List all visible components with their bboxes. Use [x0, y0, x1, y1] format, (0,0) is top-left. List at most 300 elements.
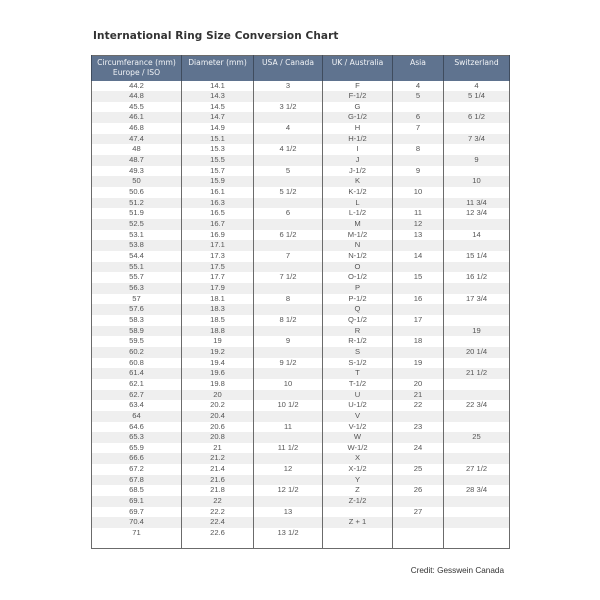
cell-usa-canada: 5	[254, 166, 323, 177]
cell-diameter: 15.9	[182, 176, 254, 187]
cell-asia	[393, 240, 444, 251]
cell-diameter: 19.2	[182, 347, 254, 358]
cell-uk-australia: W-1/2	[323, 443, 393, 454]
cell-asia	[393, 496, 444, 507]
table-row	[92, 283, 510, 294]
cell-usa-canada: 11 1/2	[254, 443, 323, 454]
cell-diameter: 22.4	[182, 517, 254, 528]
table-row	[92, 155, 510, 166]
cell-uk-australia: N	[323, 240, 393, 251]
header-line: Diameter (mm)	[188, 58, 247, 67]
cell-switzerland	[444, 102, 510, 113]
table-row	[92, 176, 510, 187]
cell-uk-australia: Q	[323, 304, 393, 315]
cell-diameter: 20.4	[182, 411, 254, 422]
table-row	[92, 496, 510, 507]
cell-uk-australia: X-1/2	[323, 464, 393, 475]
cell-uk-australia: S	[323, 347, 393, 358]
cell-asia: 23	[393, 422, 444, 433]
cell-switzerland	[444, 517, 510, 528]
table-row	[92, 390, 510, 401]
cell-uk-australia: J-1/2	[323, 166, 393, 177]
cell-usa-canada: 7 1/2	[254, 272, 323, 283]
cell-uk-australia: O-1/2	[323, 272, 393, 283]
cell-asia	[393, 176, 444, 187]
cell-usa-canada	[254, 176, 323, 187]
cell-uk-australia: L-1/2	[323, 208, 393, 219]
table-row	[92, 112, 510, 123]
cell-asia: 11	[393, 208, 444, 219]
cell-diameter: 17.1	[182, 240, 254, 251]
cell-circumference: 57.6	[92, 304, 182, 315]
cell-diameter: 20.8	[182, 432, 254, 443]
cell-switzerland	[444, 358, 510, 369]
cell-circumference: 60.8	[92, 358, 182, 369]
cell-circumference: 62.7	[92, 390, 182, 401]
cell-usa-canada	[254, 112, 323, 123]
cell-usa-canada	[254, 496, 323, 507]
cell-usa-canada: 4 1/2	[254, 144, 323, 155]
cell-switzerland: 6 1/2	[444, 112, 510, 123]
cell-circumference: 45.5	[92, 102, 182, 113]
table-row	[92, 123, 510, 134]
cell-circumference: 66.6	[92, 453, 182, 464]
table-row	[92, 251, 510, 262]
cell-switzerland	[444, 411, 510, 422]
cell-asia: 25	[393, 464, 444, 475]
cell-switzerland	[444, 304, 510, 315]
cell-asia: 4	[393, 81, 444, 92]
cell-usa-canada	[254, 304, 323, 315]
cell-diameter: 19.8	[182, 379, 254, 390]
cell-asia: 27	[393, 507, 444, 518]
cell-uk-australia: K-1/2	[323, 187, 393, 198]
cell-switzerland: 20 1/4	[444, 347, 510, 358]
table-row	[92, 400, 510, 411]
cell-uk-australia: J	[323, 155, 393, 166]
cell-circumference: 56.3	[92, 283, 182, 294]
table-row	[92, 315, 510, 326]
table-row	[92, 166, 510, 177]
cell-switzerland: 25	[444, 432, 510, 443]
table-row	[92, 336, 510, 347]
cell-circumference: 52.5	[92, 219, 182, 230]
cell-circumference: 54.4	[92, 251, 182, 262]
cell-diameter: 17.7	[182, 272, 254, 283]
cell-switzerland: 11 3/4	[444, 198, 510, 209]
cell-usa-canada: 12	[254, 464, 323, 475]
cell-usa-canada: 12 1/2	[254, 485, 323, 496]
header-diameter	[182, 56, 254, 81]
cell-circumference: 50	[92, 176, 182, 187]
cell-diameter: 19.4	[182, 358, 254, 369]
cell-uk-australia: Q-1/2	[323, 315, 393, 326]
cell-diameter: 20.6	[182, 422, 254, 433]
cell-asia: 15	[393, 272, 444, 283]
cell-switzerland	[444, 475, 510, 486]
cell-circumference: 51.9	[92, 208, 182, 219]
cell-diameter: 15.7	[182, 166, 254, 177]
cell-diameter: 14.7	[182, 112, 254, 123]
cell-uk-australia: L	[323, 198, 393, 209]
cell-diameter: 15.3	[182, 144, 254, 155]
cell-diameter: 16.5	[182, 208, 254, 219]
cell-uk-australia: M	[323, 219, 393, 230]
cell-usa-canada: 8 1/2	[254, 315, 323, 326]
cell-uk-australia: R	[323, 326, 393, 337]
table-header	[92, 56, 510, 81]
cell-usa-canada	[254, 198, 323, 209]
cell-diameter: 18.8	[182, 326, 254, 337]
cell-diameter: 14.3	[182, 91, 254, 102]
table-row	[92, 91, 510, 102]
cell-circumference: 44.2	[92, 81, 182, 92]
cell-diameter: 16.1	[182, 187, 254, 198]
cell-uk-australia: P	[323, 283, 393, 294]
cell-usa-canada	[254, 411, 323, 422]
cell-diameter: 17.5	[182, 262, 254, 273]
cell-switzerland: 9	[444, 155, 510, 166]
cell-uk-australia: U-1/2	[323, 400, 393, 411]
cell-usa-canada: 3 1/2	[254, 102, 323, 113]
cell-switzerland	[444, 219, 510, 230]
cell-asia	[393, 198, 444, 209]
table-row	[92, 347, 510, 358]
cell-switzerland: 15 1/4	[444, 251, 510, 262]
cell-usa-canada: 9	[254, 336, 323, 347]
cell-switzerland	[444, 187, 510, 198]
cell-switzerland: 17 3/4	[444, 294, 510, 305]
table-row	[92, 272, 510, 283]
cell-usa-canada	[254, 517, 323, 528]
cell-switzerland	[444, 336, 510, 347]
table-row	[92, 81, 510, 92]
cell-asia: 12	[393, 219, 444, 230]
table-row	[92, 432, 510, 443]
cell-asia: 8	[393, 144, 444, 155]
cell-usa-canada	[254, 134, 323, 145]
cell-asia	[393, 368, 444, 379]
cell-circumference: 44.8	[92, 91, 182, 102]
cell-uk-australia: N-1/2	[323, 251, 393, 262]
table-row	[92, 208, 510, 219]
cell-usa-canada: 7	[254, 251, 323, 262]
table-row	[92, 475, 510, 486]
cell-switzerland	[444, 507, 510, 518]
cell-uk-australia: F	[323, 81, 393, 92]
cell-switzerland: 7 3/4	[444, 134, 510, 145]
cell-circumference: 48.7	[92, 155, 182, 166]
cell-switzerland	[444, 144, 510, 155]
cell-asia	[393, 517, 444, 528]
cell-asia: 22	[393, 400, 444, 411]
header-uk-australia	[323, 56, 393, 81]
cell-circumference: 69.7	[92, 507, 182, 518]
credit-text: Credit: Gesswein Canada	[410, 566, 504, 575]
cell-switzerland	[444, 443, 510, 454]
cell-circumference: 53.8	[92, 240, 182, 251]
table-row	[92, 358, 510, 369]
cell-switzerland: 12 3/4	[444, 208, 510, 219]
table-row	[92, 134, 510, 145]
table-row	[92, 187, 510, 198]
cell-diameter: 21.2	[182, 453, 254, 464]
cell-usa-canada	[254, 240, 323, 251]
cell-diameter: 15.5	[182, 155, 254, 166]
cell-circumference: 53.1	[92, 230, 182, 241]
cell-uk-australia: Z + 1	[323, 517, 393, 528]
cell-diameter: 20	[182, 390, 254, 401]
cell-circumference: 67.2	[92, 464, 182, 475]
table-row	[92, 528, 510, 549]
table-row	[92, 304, 510, 315]
cell-circumference: 58.9	[92, 326, 182, 337]
cell-uk-australia: U	[323, 390, 393, 401]
cell-uk-australia: R-1/2	[323, 336, 393, 347]
cell-diameter: 18.1	[182, 294, 254, 305]
cell-uk-australia: V-1/2	[323, 422, 393, 433]
cell-usa-canada: 5 1/2	[254, 187, 323, 198]
cell-circumference: 58.3	[92, 315, 182, 326]
table-row	[92, 240, 510, 251]
cell-asia: 26	[393, 485, 444, 496]
cell-asia: 13	[393, 230, 444, 241]
cell-uk-australia: W	[323, 432, 393, 443]
table-row	[92, 379, 510, 390]
header-line: Circumferance (mm)	[97, 58, 176, 67]
cell-usa-canada: 4	[254, 123, 323, 134]
table-row	[92, 102, 510, 113]
cell-usa-canada	[254, 91, 323, 102]
cell-asia: 6	[393, 112, 444, 123]
cell-circumference: 46.8	[92, 123, 182, 134]
cell-switzerland	[444, 283, 510, 294]
cell-switzerland	[444, 453, 510, 464]
cell-asia: 9	[393, 166, 444, 177]
cell-circumference: 46.1	[92, 112, 182, 123]
ring-size-table	[91, 55, 510, 549]
cell-switzerland	[444, 123, 510, 134]
cell-diameter: 17.3	[182, 251, 254, 262]
cell-usa-canada	[254, 390, 323, 401]
cell-usa-canada	[254, 262, 323, 273]
cell-circumference: 64.6	[92, 422, 182, 433]
cell-uk-australia	[323, 507, 393, 518]
cell-uk-australia: O	[323, 262, 393, 273]
cell-usa-canada	[254, 347, 323, 358]
cell-asia: 10	[393, 187, 444, 198]
cell-diameter: 14.9	[182, 123, 254, 134]
table-row	[92, 144, 510, 155]
cell-circumference: 67.8	[92, 475, 182, 486]
cell-asia	[393, 411, 444, 422]
cell-usa-canada: 9 1/2	[254, 358, 323, 369]
cell-switzerland: 27 1/2	[444, 464, 510, 475]
table-row	[92, 453, 510, 464]
cell-asia: 24	[393, 443, 444, 454]
cell-circumference: 57	[92, 294, 182, 305]
cell-switzerland: 4	[444, 81, 510, 92]
cell-diameter: 16.9	[182, 230, 254, 241]
table-row	[92, 507, 510, 518]
cell-asia: 21	[393, 390, 444, 401]
cell-usa-canada	[254, 283, 323, 294]
cell-diameter: 21.4	[182, 464, 254, 475]
cell-asia	[393, 432, 444, 443]
cell-circumference: 69.1	[92, 496, 182, 507]
cell-usa-canada	[254, 368, 323, 379]
cell-circumference: 55.1	[92, 262, 182, 273]
cell-asia	[393, 283, 444, 294]
cell-usa-canada: 6 1/2	[254, 230, 323, 241]
cell-switzerland	[444, 262, 510, 273]
cell-circumference: 51.2	[92, 198, 182, 209]
table-row	[92, 294, 510, 305]
cell-diameter: 16.3	[182, 198, 254, 209]
table-body	[92, 81, 510, 549]
cell-switzerland	[444, 315, 510, 326]
cell-switzerland	[444, 379, 510, 390]
cell-uk-australia: Z	[323, 485, 393, 496]
cell-usa-canada: 13	[254, 507, 323, 518]
header-line: USA / Canada	[262, 58, 314, 67]
cell-uk-australia: G-1/2	[323, 112, 393, 123]
cell-diameter: 19	[182, 336, 254, 347]
cell-diameter: 14.5	[182, 102, 254, 113]
cell-circumference: 61.4	[92, 368, 182, 379]
cell-circumference: 47.4	[92, 134, 182, 145]
cell-switzerland	[444, 528, 510, 549]
header-line: UK / Australia	[331, 58, 384, 67]
cell-asia	[393, 475, 444, 486]
cell-diameter: 19.6	[182, 368, 254, 379]
cell-asia	[393, 528, 444, 549]
cell-usa-canada	[254, 326, 323, 337]
cell-asia	[393, 155, 444, 166]
cell-circumference: 70.4	[92, 517, 182, 528]
cell-uk-australia: T	[323, 368, 393, 379]
cell-usa-canada	[254, 155, 323, 166]
cell-uk-australia: H-1/2	[323, 134, 393, 145]
cell-diameter: 22.6	[182, 528, 254, 549]
header-usa-canada	[254, 56, 323, 81]
cell-uk-australia: F-1/2	[323, 91, 393, 102]
cell-uk-australia: P-1/2	[323, 294, 393, 305]
cell-uk-australia: Y	[323, 475, 393, 486]
cell-circumference: 50.6	[92, 187, 182, 198]
cell-uk-australia: H	[323, 123, 393, 134]
cell-circumference: 49.3	[92, 166, 182, 177]
cell-uk-australia: M-1/2	[323, 230, 393, 241]
cell-circumference: 60.2	[92, 347, 182, 358]
cell-usa-canada: 10 1/2	[254, 400, 323, 411]
cell-asia	[393, 304, 444, 315]
cell-diameter: 20.2	[182, 400, 254, 411]
cell-usa-canada: 3	[254, 81, 323, 92]
cell-uk-australia: K	[323, 176, 393, 187]
cell-diameter: 22	[182, 496, 254, 507]
cell-uk-australia: V	[323, 411, 393, 422]
cell-asia	[393, 102, 444, 113]
cell-switzerland: 14	[444, 230, 510, 241]
cell-asia: 5	[393, 91, 444, 102]
cell-diameter: 15.1	[182, 134, 254, 145]
cell-uk-australia	[323, 528, 393, 549]
header-circumference	[92, 56, 182, 81]
cell-circumference: 62.1	[92, 379, 182, 390]
cell-circumference: 65.9	[92, 443, 182, 454]
cell-usa-canada: 11	[254, 422, 323, 433]
cell-switzerland	[444, 240, 510, 251]
cell-switzerland: 16 1/2	[444, 272, 510, 283]
cell-switzerland: 22 3/4	[444, 400, 510, 411]
cell-uk-australia: X	[323, 453, 393, 464]
table-row	[92, 517, 510, 528]
cell-asia: 18	[393, 336, 444, 347]
cell-diameter: 18.5	[182, 315, 254, 326]
cell-uk-australia: G	[323, 102, 393, 113]
cell-uk-australia: T-1/2	[323, 379, 393, 390]
cell-diameter: 18.3	[182, 304, 254, 315]
table-row	[92, 262, 510, 273]
cell-switzerland: 28 3/4	[444, 485, 510, 496]
cell-circumference: 64	[92, 411, 182, 422]
cell-diameter: 22.2	[182, 507, 254, 518]
table-row	[92, 219, 510, 230]
cell-switzerland: 19	[444, 326, 510, 337]
header-switzerland	[444, 56, 510, 81]
cell-asia: 17	[393, 315, 444, 326]
cell-circumference: 59.5	[92, 336, 182, 347]
cell-switzerland	[444, 496, 510, 507]
cell-usa-canada	[254, 432, 323, 443]
table-row	[92, 411, 510, 422]
cell-switzerland	[444, 166, 510, 177]
table-row	[92, 326, 510, 337]
header-asia	[393, 56, 444, 81]
table-row	[92, 198, 510, 209]
cell-switzerland: 21 1/2	[444, 368, 510, 379]
cell-usa-canada	[254, 475, 323, 486]
cell-asia	[393, 134, 444, 145]
cell-switzerland: 5 1/4	[444, 91, 510, 102]
cell-asia: 20	[393, 379, 444, 390]
cell-circumference: 65.3	[92, 432, 182, 443]
cell-switzerland	[444, 422, 510, 433]
cell-uk-australia: S-1/2	[323, 358, 393, 369]
cell-asia: 19	[393, 358, 444, 369]
table-row	[92, 230, 510, 241]
chart-title: International Ring Size Conversion Chart	[93, 30, 339, 42]
cell-asia	[393, 262, 444, 273]
cell-circumference: 68.5	[92, 485, 182, 496]
table-row	[92, 443, 510, 454]
cell-circumference: 55.7	[92, 272, 182, 283]
cell-asia	[393, 347, 444, 358]
cell-diameter: 21	[182, 443, 254, 454]
cell-circumference: 63.4	[92, 400, 182, 411]
cell-diameter: 21.6	[182, 475, 254, 486]
cell-asia: 7	[393, 123, 444, 134]
cell-usa-canada: 6	[254, 208, 323, 219]
cell-diameter: 17.9	[182, 283, 254, 294]
cell-asia: 16	[393, 294, 444, 305]
cell-usa-canada	[254, 453, 323, 464]
cell-usa-canada	[254, 219, 323, 230]
cell-circumference: 48	[92, 144, 182, 155]
table-row	[92, 368, 510, 379]
cell-diameter: 16.7	[182, 219, 254, 230]
